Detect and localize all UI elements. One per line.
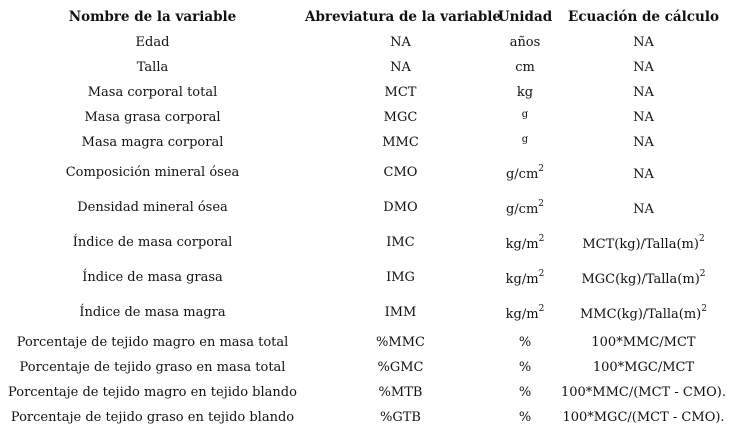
table-row [0, 55, 733, 80]
unit-text: g [521, 109, 529, 120]
abbreviation-cell: %MMC [376, 335, 425, 350]
equation-text: 100*MGC/(MCT - CMO). [562, 410, 725, 425]
equation-text: NA [633, 85, 654, 100]
unit-cell [496, 55, 554, 80]
header-variable-name: Nombre de la variable [68, 9, 237, 25]
unit-cell [496, 225, 554, 260]
variable-name-cell: Masa magra corporal [81, 135, 224, 150]
equation-text: MCT(kg)/Talla(m) [582, 237, 699, 252]
equation-superscript: 2 [698, 233, 705, 244]
equation-text: NA [633, 167, 654, 182]
variable-name-cell: Porcentaje de tejido magro en tejido blando [8, 385, 297, 400]
abbreviation-cell: %GMC [377, 360, 424, 375]
abbreviation-cell: NA [390, 60, 411, 75]
equation-cell [554, 225, 733, 260]
unit-cell [496, 405, 554, 430]
unit-text: kg/m [505, 237, 539, 252]
variable-name-cell: Edad [135, 35, 170, 50]
equation-cell [554, 330, 733, 355]
equation-text: MGC(kg)/Talla(m) [581, 272, 700, 287]
table-row [0, 405, 733, 430]
equation-cell [554, 190, 733, 225]
equation-cell [554, 30, 733, 55]
unit-text: años [509, 35, 541, 50]
equation-cell [554, 155, 733, 190]
variable-name-cell: Índice de masa magra [79, 305, 226, 320]
abbreviation-cell: CMO [383, 165, 418, 180]
equation-cell [554, 355, 733, 380]
unit-cell [496, 130, 554, 155]
table-header-row [0, 4, 733, 30]
unit-superscript: 2 [538, 303, 545, 314]
table-row [0, 130, 733, 155]
table-row [0, 80, 733, 105]
header-equation: Ecuación de cálculo [568, 9, 719, 25]
variable-name-cell: Talla [136, 60, 169, 75]
abbreviation-cell: %MTB [378, 385, 423, 400]
equation-text: 100*MMC/(MCT - CMO). [560, 385, 727, 400]
abbreviation-cell: MMC [382, 135, 419, 150]
equation-cell [554, 105, 733, 130]
equation-cell [554, 380, 733, 405]
unit-cell [496, 105, 554, 130]
unit-superscript: 2 [538, 198, 545, 209]
abbreviation-cell: IMG [386, 270, 415, 285]
variable-name-cell: Porcentaje de tejido magro en masa total [16, 335, 289, 350]
unit-cell [496, 330, 554, 355]
abbreviation-cell: MGC [383, 110, 418, 125]
unit-cell [496, 30, 554, 55]
abbreviation-cell: MCT [384, 85, 417, 100]
table-row [0, 30, 733, 55]
abbreviation-cell: DMO [383, 200, 418, 215]
abbreviation-cell: IMC [386, 235, 415, 250]
equation-text: MMC(kg)/Talla(m) [580, 307, 702, 322]
equation-text: NA [633, 110, 654, 125]
equation-text: NA [633, 202, 654, 217]
header-abbreviation: Abreviatura de la variable [305, 9, 501, 25]
variable-name-cell: Composición mineral ósea [65, 165, 240, 180]
unit-text: % [518, 385, 532, 400]
equation-text: NA [633, 35, 654, 50]
table-row [0, 225, 733, 260]
abbreviation-cell: %GTB [380, 410, 421, 425]
unit-superscript: 2 [538, 163, 545, 174]
unit-cell [496, 355, 554, 380]
unit-text: g [521, 134, 529, 145]
equation-cell [554, 405, 733, 430]
variable-name-cell: Densidad mineral ósea [77, 200, 228, 215]
abbreviation-cell: NA [390, 35, 411, 50]
variables-table [0, 4, 733, 430]
unit-text: kg/m [505, 307, 539, 322]
equation-text: NA [633, 60, 654, 75]
unit-cell [496, 80, 554, 105]
equation-cell [554, 80, 733, 105]
table-row [0, 105, 733, 130]
unit-text: cm [515, 60, 535, 75]
equation-cell [554, 295, 733, 330]
equation-text: 100*MMC/MCT [591, 335, 696, 350]
header-unit: Unidad [497, 9, 553, 25]
table-row [0, 380, 733, 405]
unit-superscript: 2 [538, 233, 545, 244]
variable-name-cell: Índice de masa corporal [72, 235, 233, 250]
unit-superscript: 2 [538, 268, 545, 279]
variable-name-cell: Porcentaje de tejido graso en tejido blando [10, 410, 295, 425]
equation-cell [554, 260, 733, 295]
equation-cell [554, 55, 733, 80]
variable-name-cell: Porcentaje de tejido graso en masa total [19, 360, 286, 375]
abbreviation-cell: IMM [384, 305, 417, 320]
unit-text: kg [516, 85, 534, 100]
unit-text: g/cm [505, 202, 539, 217]
variable-name-cell: Índice de masa grasa [82, 270, 223, 285]
unit-cell [496, 295, 554, 330]
unit-text: % [518, 410, 532, 425]
table-body [0, 30, 733, 430]
equation-text: NA [633, 135, 654, 150]
unit-cell [496, 155, 554, 190]
equation-superscript: 2 [699, 268, 706, 279]
equation-text: 100*MGC/MCT [592, 360, 695, 375]
unit-cell [496, 380, 554, 405]
table-row [0, 330, 733, 355]
unit-cell [496, 260, 554, 295]
table-row [0, 190, 733, 225]
unit-text: kg/m [505, 272, 539, 287]
table-row [0, 260, 733, 295]
variable-name-cell: Masa corporal total [87, 85, 218, 100]
table-row [0, 355, 733, 380]
table-row [0, 295, 733, 330]
unit-text: g/cm [505, 167, 539, 182]
table-row [0, 155, 733, 190]
unit-cell [496, 190, 554, 225]
variable-name-cell: Masa grasa corporal [84, 110, 221, 125]
unit-text: % [518, 360, 532, 375]
unit-text: % [518, 335, 532, 350]
equation-cell [554, 130, 733, 155]
equation-superscript: 2 [701, 303, 707, 314]
